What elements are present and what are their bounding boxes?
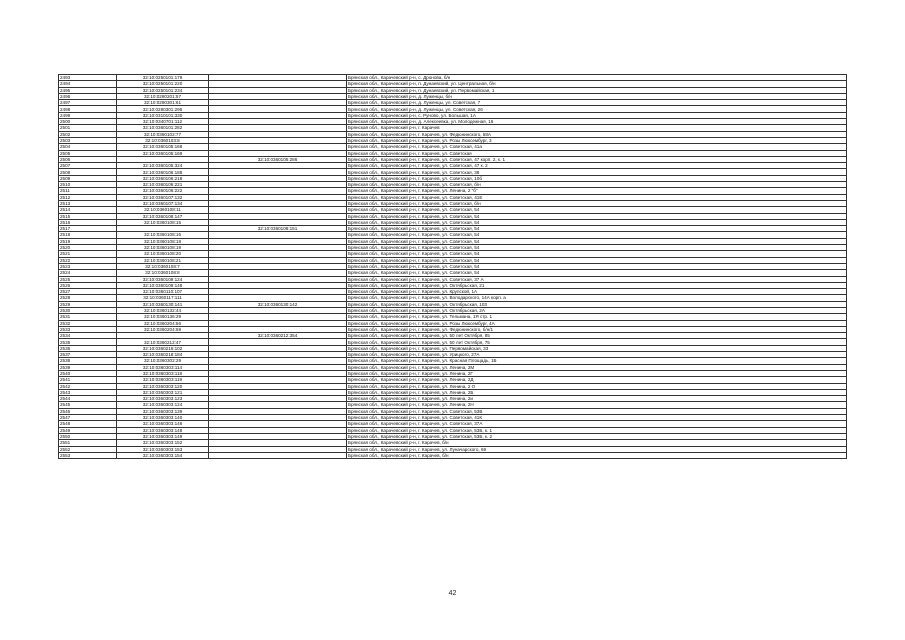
table-row: [59, 452, 847, 458]
address-cell: Брянская обл., Карачевский р-н, г. Карачев, ул. Октябрьская, 103: [347, 301, 847, 307]
row-number-cell: 2547: [59, 415, 117, 421]
linked-cadastral-number-cell: 32:10:0360108:151: [209, 226, 347, 232]
cadastral-number-cell: 32:10:0360108:19: [117, 245, 209, 251]
cadastral-number-cell: 32:10:0360101:282: [117, 125, 209, 131]
cadastral-number-cell: 32:10:0360303:149: [117, 433, 209, 439]
row-number-cell: 2503: [59, 137, 117, 143]
row-number-cell: 2539: [59, 364, 117, 370]
row-number-cell: 2550: [59, 433, 117, 439]
cadastral-number-cell: 32:10:0360108:15: [117, 219, 209, 225]
address-cell: Брянская обл., Карачевский р-н, г. Карачев, ул. Советская, 38: [347, 169, 847, 175]
cadastral-number-cell: 32:10:0360212:47: [117, 339, 209, 345]
row-number-cell: 2517: [59, 226, 117, 232]
row-number-cell: 2521: [59, 251, 117, 257]
cadastral-number-cell: 32:10:0360303:119: [117, 377, 209, 383]
cadastral-number-cell: 32:10:0360106:188: [117, 169, 209, 175]
row-number-cell: 2504: [59, 144, 117, 150]
cadastral-number-cell: 32:10:0310101:330: [117, 112, 209, 118]
row-number-cell: 2510: [59, 182, 117, 188]
address-cell: Брянская обл., Карачевский р-н, г. Карачев, ул. Тельмана, 1Я стр. 1: [347, 314, 847, 320]
address-cell: Брянская обл., Карачевский р-н, д. Луженцы, ул. Советская, 26: [347, 106, 847, 112]
address-cell: Брянская обл., Карачевский р-н, г. Карачев, ул. Урицкого, 27А: [347, 352, 847, 358]
address-cell: Брянская обл., Карачевский р-н, г. Карачев, ул. Советская, 54: [347, 213, 847, 219]
cadastral-number-cell: 32:10:0360106:222: [117, 188, 209, 194]
cadastral-number-cell: 32:10:0360303:120: [117, 383, 209, 389]
row-number-cell: 2515: [59, 213, 117, 219]
address-cell: Брянская обл., Карачевский р-н, г. Карачев, ул. Крупской, 1А: [347, 289, 847, 295]
address-cell: Брянская обл., Карачевский р-н, с. Дронова, б/н: [347, 75, 847, 81]
row-number-cell: 2523: [59, 263, 117, 269]
row-number-cell: 2513: [59, 200, 117, 206]
row-number-cell: 2538: [59, 358, 117, 364]
row-number-cell: 2522: [59, 257, 117, 263]
address-cell: Брянская обл., Карачевский р-н, г. Карачев, ул. Первомайская, 33: [347, 345, 847, 351]
row-number-cell: 2516: [59, 219, 117, 225]
cadastral-number-cell: 32:10:0360105:169: [117, 150, 209, 156]
row-number-cell: 2493: [59, 75, 117, 81]
cadastral-number-cell: 32:10:0360303:121: [117, 389, 209, 395]
row-number-cell: 2543: [59, 389, 117, 395]
address-cell: Брянская обл., Карачевский р-н, г. Карачев, ул. Советская, 41а: [347, 144, 847, 150]
cadastral-number-cell: 32:10:0360108:16: [117, 232, 209, 238]
address-cell: Брянская обл., Карачевский р-н, г. Карачев: [347, 125, 847, 131]
row-number-cell: 2507: [59, 163, 117, 169]
cadastral-number-cell: 32:10:0280201:57: [117, 93, 209, 99]
address-cell: Брянская обл., Карачевский р-н, г. Карачев, ул. Ленина, 2Г: [347, 370, 847, 376]
row-number-cell: 2540: [59, 370, 117, 376]
cadastral-number-cell: 32:10:0360303:139: [117, 408, 209, 414]
cadastral-number-cell: 32:10:0360132:44: [117, 307, 209, 313]
cadastral-number-cell: 32:10:0340701:112: [117, 119, 209, 125]
row-number-cell: 2505: [59, 150, 117, 156]
row-number-cell: 2551: [59, 440, 117, 446]
cadastral-number-cell: 32:10:0360103:8: [117, 137, 209, 143]
cadastral-number-cell: 32:10:0360107:132: [117, 194, 209, 200]
row-number-cell: 2520: [59, 245, 117, 251]
address-cell: Брянская обл., Карачевский р-н, г. Карачев, ул. Советская, 37А: [347, 421, 847, 427]
address-cell: Брянская обл., Карачевский р-н, г. Карачев, ул. Советская: [347, 150, 847, 156]
cadastral-number-cell: 32:10:0360204:59: [117, 326, 209, 332]
row-number-cell: 2536: [59, 345, 117, 351]
row-number-cell: 2519: [59, 238, 117, 244]
row-number-cell: 2546: [59, 408, 117, 414]
row-number-cell: 2541: [59, 377, 117, 383]
row-number-cell: 2497: [59, 100, 117, 106]
address-cell: Брянская обл., Карачевский р-н, г. Карачев, б/н: [347, 440, 847, 446]
cadastral-number-cell: 32:10:0280301:61: [117, 100, 209, 106]
cadastral-number-cell: 32:10:0360108:11: [117, 207, 209, 213]
cadastral-number-cell: 32:10:0360109:124: [117, 276, 209, 282]
row-number-cell: 2524: [59, 270, 117, 276]
address-cell: Брянская обл., Карачевский р-н, г. Карачев, ул. Советская, 53Б, к. 2: [347, 433, 847, 439]
address-cell: Брянская обл., Карачевский р-н, г. Карачев, ул. Советская, 54: [347, 270, 847, 276]
address-cell: Брянская обл., Карачевский р-н, г. Карачев, ул. Советская, 54: [347, 263, 847, 269]
row-number-cell: 2501: [59, 125, 117, 131]
cadastral-number-cell: 32:10:0360303:124: [117, 402, 209, 408]
address-cell: Брянская обл., Карачевский р-н, г. Карачев, ул. Советская, 54: [347, 226, 847, 232]
address-cell: Брянская обл., Карачевский р-н, г. Карачев, ул. Октябрьская, 21: [347, 282, 847, 288]
address-cell: Брянская обл., Карачевский р-н, г. Карачев, ул. Советская, 53В: [347, 408, 847, 414]
cadastral-number-cell: 32:10:0280301:295: [117, 106, 209, 112]
address-cell: Брянская обл., Карачевский р-н, г. Карачев, ул. Красная Площадь, 1Б: [347, 358, 847, 364]
cadastral-number-cell: 32:10:0250101:234: [117, 87, 209, 93]
row-number-cell: 2533: [59, 326, 117, 332]
address-cell: Брянская обл., Карачевский р-н, г. Карачев, ул. Советская, 10б: [347, 175, 847, 181]
row-number-cell: 2506: [59, 156, 117, 162]
address-cell: Брянская обл., Карачевский р-н, г. Карачев, ул. Советская, 53Б, к. 1: [347, 427, 847, 433]
cadastral-number-cell: 32:10:0360303:114: [117, 364, 209, 370]
address-cell: Брянская обл., Карачевский р-н, д. Луженцы, б/н: [347, 93, 847, 99]
address-cell: Брянская обл., Карачевский р-н, г. Карачев, ул. Ленина, 2 О: [347, 383, 847, 389]
cadastral-number-cell: 32:10:0360303:146: [117, 421, 209, 427]
address-cell: Брянская обл., Карачевский р-н, г. Карачев, ул. Ленина, 2 "б": [347, 188, 847, 194]
address-cell: Брянская обл., Карачевский р-н, г. Карачев, ул. 50 лет Октября, 85: [347, 333, 847, 339]
address-cell: Брянская обл., Карачевский р-н, г. Карачев, б/н: [347, 452, 847, 458]
address-cell: Брянская обл., Карачевский р-н, г. Карачев, ул. Советская, 54: [347, 245, 847, 251]
cadastral-number-cell: 32:10:0360136:29: [117, 314, 209, 320]
row-number-cell: 2530: [59, 307, 117, 313]
address-cell: Брянская обл., Карачевский р-н, г. Карачев, ул. Федюнинского, 58А: [347, 131, 847, 137]
cadastral-number-cell: 32:10:0360303:152: [117, 440, 209, 446]
row-number-cell: 2526: [59, 282, 117, 288]
row-number-cell: 2534: [59, 333, 117, 339]
linked-cadastral-number-cell: 32:10:0360105:286: [209, 156, 347, 162]
cadastral-number-cell: 32:10:0250101:179: [117, 75, 209, 81]
row-number-cell: 2553: [59, 452, 117, 458]
linked-cadastral-number-cell: 32:10:0360130:142: [209, 301, 347, 307]
row-number-cell: 2542: [59, 383, 117, 389]
row-number-cell: 2502: [59, 131, 117, 137]
cadastral-number-cell: 32:10:0360302:29: [117, 358, 209, 364]
address-cell: Брянская обл., Карачевский р-н, г. Карачев, ул. Советская, 54: [347, 257, 847, 263]
linked-cadastral-number-cell: [209, 452, 347, 458]
address-cell: Брянская обл., Карачевский р-н, г. Карачев, ул. Ленина, 2М: [347, 364, 847, 370]
cadastral-number-cell: 32:10:0360105:324: [117, 163, 209, 169]
cadastral-number-cell: 32:10:0360102:77: [117, 131, 209, 137]
cadastral-number-cell: 32:10:0360204:56: [117, 320, 209, 326]
row-number-cell: 2509: [59, 175, 117, 181]
cadastral-number-cell: 32:10:0360108:18: [117, 238, 209, 244]
row-number-cell: 2548: [59, 421, 117, 427]
address-cell: Брянская обл., Карачевский р-н, г. Карачев, ул. Розы Люксембург, 3: [347, 137, 847, 143]
row-number-cell: 2545: [59, 402, 117, 408]
row-number-cell: 2527: [59, 289, 117, 295]
address-cell: Брянская обл., Карачевский р-н, г. Карачев, ул. Федюнинского, б/н/1: [347, 326, 847, 332]
cadastral-number-cell: 32:10:0360303:148: [117, 427, 209, 433]
row-number-cell: 2537: [59, 352, 117, 358]
row-number-cell: 2528: [59, 295, 117, 301]
address-cell: Брянская обл., Карачевский р-н, г. Карачев, ул. Советская, 54: [347, 238, 847, 244]
cadastral-number-cell: 32:10:0360107:134: [117, 200, 209, 206]
address-cell: Брянская обл., Карачевский р-н, г. Карачев, ул. Советская, 54: [347, 251, 847, 257]
page-number: 42: [448, 590, 457, 597]
address-cell: Брянская обл., Карачевский р-н, г. Карачев, ул. Октябрьская, 2А: [347, 307, 847, 313]
address-cell: Брянская обл., Карачевский р-н, п. Дунаевский, ул. Первомайская, 1: [347, 87, 847, 93]
row-number-cell: 2532: [59, 320, 117, 326]
cadastral-number-cell: 32:10:0360303:153: [117, 446, 209, 452]
cadastral-number-cell: 32:10:0360303:123: [117, 396, 209, 402]
row-number-cell: 2552: [59, 446, 117, 452]
cadastral-number-cell: 32:10:0360108:7: [117, 263, 209, 269]
address-cell: Брянская обл., Карачевский р-н, г. Карачев, ул. Советская, 47 корп. 2, к. 1: [347, 156, 847, 162]
row-number-cell: 2498: [59, 106, 117, 112]
address-cell: Брянская обл., Карачевский р-н, г. Карачев, ул. Советская, б/н: [347, 182, 847, 188]
address-cell: Брянская обл., Карачевский р-н, г. Карачев, ул. Советская, б/н: [347, 200, 847, 206]
row-number-cell: 2511: [59, 188, 117, 194]
cadastral-number-cell: 32:10:0360216:102: [117, 345, 209, 351]
row-number-cell: 2495: [59, 87, 117, 93]
address-cell: Брянская обл., Карачевский р-н, с. Руново, ул. Большая, 1А: [347, 112, 847, 118]
address-cell: Брянская обл., Карачевский р-н, г. Карачев, ул. Советская, 41Е: [347, 194, 847, 200]
row-number-cell: 2500: [59, 119, 117, 125]
cadastral-number-cell: 32:10:0360106:221: [117, 182, 209, 188]
cadastral-number-cell: 32:10:0360109:148: [117, 282, 209, 288]
registry-table: [58, 74, 847, 459]
row-number-cell: 2508: [59, 169, 117, 175]
cadastral-number-cell: 32:10:0250101:220: [117, 81, 209, 87]
cadastral-number-cell: 32:10:0360108:147: [117, 213, 209, 219]
address-cell: Брянская обл., Карачевский р-н, г. Карачев, ул. Советская, 37 А: [347, 276, 847, 282]
address-cell: Брянская обл., Карачевский р-н, д. Луженцы, ул. Советская, 7: [347, 100, 847, 106]
address-cell: Брянская обл., Карачевский р-н, г. Карачев, ул. Ленина, 2Б: [347, 389, 847, 395]
address-cell: Брянская обл., Карачевский р-н, г. Карачев, ул. Советская, 54: [347, 232, 847, 238]
row-number-cell: 2499: [59, 112, 117, 118]
row-number-cell: 2514: [59, 207, 117, 213]
row-number-cell: 2496: [59, 93, 117, 99]
cadastral-number-cell: 32:10:0360105:168: [117, 144, 209, 150]
address-cell: Брянская обл., Карачевский р-н, г. Карачев, ул. Советская, 41К: [347, 415, 847, 421]
address-cell: Брянская обл., Карачевский р-н, г. Карачев, ул. Советская, 47 к. 2: [347, 163, 847, 169]
address-cell: Брянская обл., Карачевский р-н, г. Карачев, ул. Советская, 54: [347, 207, 847, 213]
address-cell: Брянская обл., Карачевский р-н, г. Карачев, ул. Ленина, 2Д: [347, 377, 847, 383]
cadastral-number-cell: 32:10:0360108:20: [117, 251, 209, 257]
cadastral-number-cell: 32:10:0360110:107: [117, 289, 209, 295]
address-cell: Брянская обл., Карачевский р-н, г. Карачев, ул. Ленина, 2и: [347, 396, 847, 402]
cadastral-number-cell: 32:10:0360218:184: [117, 352, 209, 358]
address-cell: Брянская обл., Карачевский р-н, г. Карачев, ул. Советская, 54: [347, 219, 847, 225]
registry-table-body: [59, 75, 847, 459]
cadastral-number-cell: 32:10:0360106:218: [117, 175, 209, 181]
address-cell: Брянская обл., Карачевский р-н, г. Карачев, ул. Ленина, 2Н: [347, 402, 847, 408]
row-number-cell: 2544: [59, 396, 117, 402]
cadastral-number-cell: 32:10:0360108:8: [117, 270, 209, 276]
row-number-cell: 2529: [59, 301, 117, 307]
row-number-cell: 2535: [59, 339, 117, 345]
row-number-cell: 2525: [59, 276, 117, 282]
cadastral-number-cell: 32:10:0360303:140: [117, 415, 209, 421]
cadastral-number-cell: 32:10:0360108:21: [117, 257, 209, 263]
address-cell: Брянская обл., Карачевский р-н, г. Карачев, ул. Володарского, 14А корп. а: [347, 295, 847, 301]
cadastral-number-cell: 32:10:0360130:141: [117, 301, 209, 307]
address-cell: Брянская обл., Карачевский р-н, д. Алексеевка, ул. Молодежная, 16: [347, 119, 847, 125]
cadastral-number-cell: 32:10:0360117:111: [117, 295, 209, 301]
row-number-cell: 2512: [59, 194, 117, 200]
address-cell: Брянская обл., Карачевский р-н, г. Карачев, ул. Луначарского, 69: [347, 446, 847, 452]
row-number-cell: 2518: [59, 232, 117, 238]
row-number-cell: 2531: [59, 314, 117, 320]
row-number-cell: 2494: [59, 81, 117, 87]
address-cell: Брянская обл., Карачевский р-н, г. Карачев, ул. Розы Люксембург, 4А: [347, 320, 847, 326]
cadastral-number-cell: 32:10:0360303:118: [117, 370, 209, 376]
address-cell: Брянская обл., Карачевский р-н, г. Карачев, ул. 50 лет Октября, 75: [347, 339, 847, 345]
row-number-cell: 2549: [59, 427, 117, 433]
cadastral-number-cell: 32:10:0360303:154: [117, 452, 209, 458]
linked-cadastral-number-cell: 32:10:0360212:354: [209, 333, 347, 339]
address-cell: Брянская обл., Карачевский р-н, п. Дунаевский, ул. Центральная, б/н: [347, 81, 847, 87]
